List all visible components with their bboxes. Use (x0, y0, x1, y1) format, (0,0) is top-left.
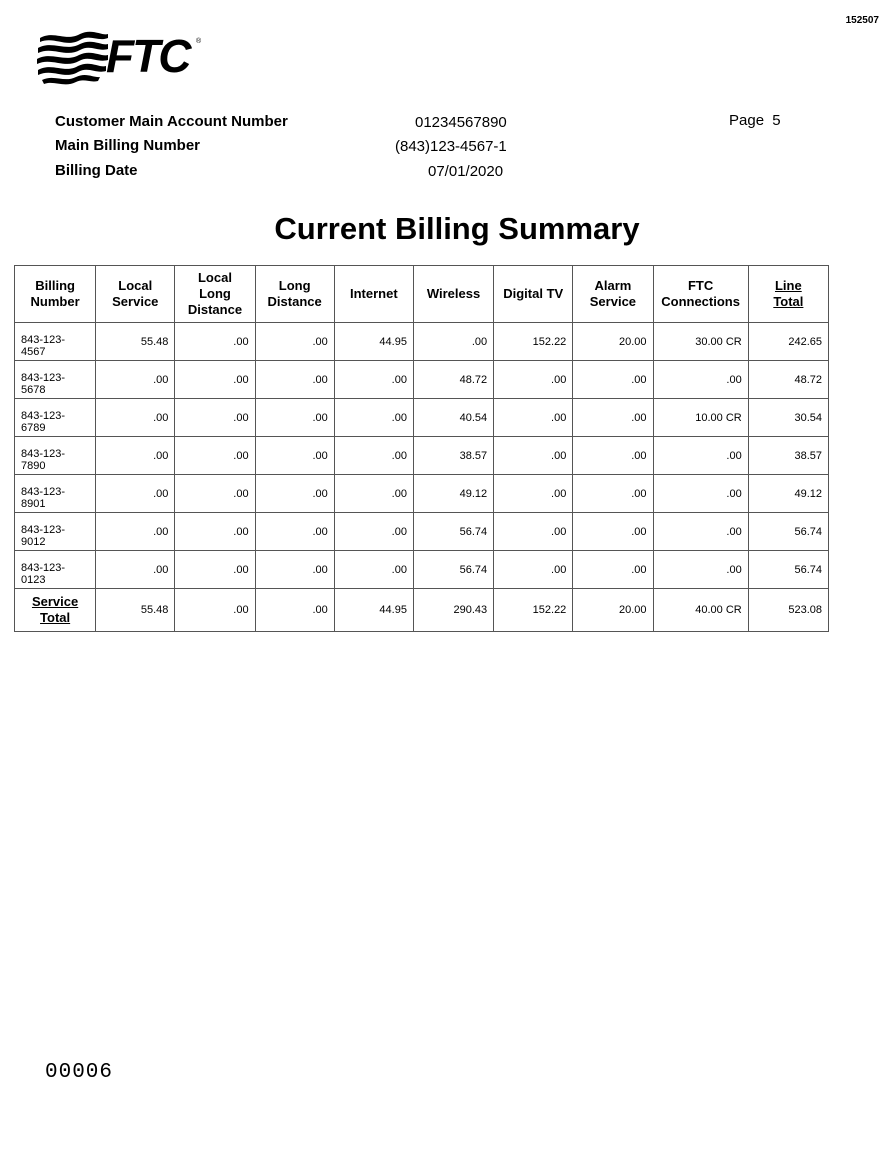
amount-cell: .00 (494, 513, 573, 551)
amount-cell: 242.65 (748, 323, 828, 361)
billing-number-cell: 843-123-6789 (15, 399, 96, 437)
page-number: 5 (772, 112, 781, 129)
page-title: Current Billing Summary (274, 211, 640, 246)
wave-icon (36, 28, 111, 86)
amount-cell: .00 (573, 475, 653, 513)
table-row (15, 551, 829, 589)
amount-cell: 40.54 (413, 399, 493, 437)
billing-number-cell: 843-123-9012 (15, 513, 96, 551)
logo-text: FTC (106, 30, 190, 82)
billing-number-cell: 843-123-5678 (15, 361, 96, 399)
amount-cell: 56.74 (413, 551, 493, 589)
registered-mark: ® (196, 38, 202, 45)
amount-cell: 10.00 CR (653, 399, 748, 437)
amount-cell: 38.57 (413, 437, 493, 475)
main-billing-number-value: (843)123-4567-1 (395, 138, 507, 155)
amount-cell: .00 (334, 399, 413, 437)
amount-cell: .00 (653, 551, 748, 589)
page-indicator (729, 112, 781, 129)
amount-cell: 49.12 (748, 475, 828, 513)
document-id: 152507 (845, 15, 879, 26)
amount-cell: .00 (573, 361, 653, 399)
header-ftc-connections: FTC Connections (653, 266, 748, 323)
table-row (15, 513, 829, 551)
total-cell: 44.95 (334, 589, 413, 632)
billing-number-cell: 843-123-0123 (15, 551, 96, 589)
main-billing-number-label: Main Billing Number (55, 137, 201, 154)
total-cell: 523.08 (748, 589, 828, 632)
amount-cell: 38.57 (748, 437, 828, 475)
header-local-service: Local Service (96, 266, 175, 323)
table-row (15, 475, 829, 513)
amount-cell: .00 (653, 513, 748, 551)
amount-cell: .00 (494, 361, 573, 399)
header-wireless: Wireless (413, 266, 493, 323)
amount-cell: 56.74 (748, 551, 828, 589)
total-cell: 152.22 (494, 589, 573, 632)
account-number-label: Customer Main Account Number (55, 113, 288, 130)
amount-cell: .00 (653, 437, 748, 475)
total-cell: .00 (175, 589, 255, 632)
amount-cell: .00 (255, 361, 334, 399)
total-cell: 290.43 (413, 589, 493, 632)
billing-number-cell: 843-123-8901 (15, 475, 96, 513)
amount-cell: 48.72 (413, 361, 493, 399)
account-number-value: 01234567890 (415, 114, 507, 131)
amount-cell: .00 (175, 361, 255, 399)
total-cell: 40.00 CR (653, 589, 748, 632)
amount-cell: .00 (494, 475, 573, 513)
amount-cell: .00 (255, 475, 334, 513)
amount-cell: 44.95 (334, 323, 413, 361)
ftc-logo (36, 28, 206, 86)
amount-cell: .00 (96, 399, 175, 437)
page-label: Page (729, 112, 765, 129)
amount-cell: .00 (413, 323, 493, 361)
table-row (15, 399, 829, 437)
amount-cell: 48.72 (748, 361, 828, 399)
header-local-long-distance: Local Long Distance (175, 266, 255, 323)
amount-cell: .00 (255, 437, 334, 475)
amount-cell: .00 (96, 551, 175, 589)
amount-cell: .00 (96, 513, 175, 551)
amount-cell: .00 (334, 437, 413, 475)
amount-cell: .00 (175, 399, 255, 437)
footer-code: 00006 (45, 1061, 114, 1084)
amount-cell: .00 (175, 323, 255, 361)
amount-cell: 30.00 CR (653, 323, 748, 361)
total-cell: .00 (255, 589, 334, 632)
total-cell: 20.00 (573, 589, 653, 632)
table-row (15, 437, 829, 475)
amount-cell: .00 (175, 551, 255, 589)
amount-cell: .00 (255, 399, 334, 437)
amount-cell: 49.12 (413, 475, 493, 513)
header-billing-number: Billing Number (15, 266, 96, 323)
amount-cell: 20.00 (573, 323, 653, 361)
amount-cell: .00 (573, 513, 653, 551)
amount-cell: .00 (653, 361, 748, 399)
header-digital-tv: Digital TV (494, 266, 573, 323)
header-long-distance: Long Distance (255, 266, 334, 323)
amount-cell: .00 (175, 437, 255, 475)
amount-cell: .00 (255, 551, 334, 589)
amount-cell: 56.74 (748, 513, 828, 551)
amount-cell: .00 (334, 475, 413, 513)
billing-date-label: Billing Date (55, 162, 138, 179)
billing-number-cell: 843-123-4567 (15, 323, 96, 361)
amount-cell: .00 (96, 361, 175, 399)
billing-summary-table (14, 265, 829, 632)
amount-cell: .00 (96, 437, 175, 475)
total-cell: 55.48 (96, 589, 175, 632)
amount-cell: .00 (175, 513, 255, 551)
amount-cell: 56.74 (413, 513, 493, 551)
table-row (15, 323, 829, 361)
service-total-label: Service Total (15, 589, 96, 632)
amount-cell: 55.48 (96, 323, 175, 361)
billing-number-cell: 843-123-7890 (15, 437, 96, 475)
table-row (15, 361, 829, 399)
amount-cell: .00 (334, 513, 413, 551)
amount-cell: .00 (494, 399, 573, 437)
amount-cell: .00 (334, 551, 413, 589)
billing-date-value: 07/01/2020 (428, 163, 504, 180)
amount-cell: .00 (573, 437, 653, 475)
amount-cell: .00 (255, 513, 334, 551)
amount-cell: .00 (653, 475, 748, 513)
amount-cell: .00 (573, 551, 653, 589)
service-total-row (15, 589, 829, 632)
amount-cell: .00 (96, 475, 175, 513)
amount-cell: .00 (494, 551, 573, 589)
amount-cell: .00 (255, 323, 334, 361)
amount-cell: 30.54 (748, 399, 828, 437)
amount-cell: .00 (573, 399, 653, 437)
table-header-row (15, 266, 829, 323)
header-alarm-service: Alarm Service (573, 266, 653, 323)
amount-cell: .00 (334, 361, 413, 399)
amount-cell: 152.22 (494, 323, 573, 361)
header-line-total: Line Total (748, 266, 828, 323)
header-internet: Internet (334, 266, 413, 323)
amount-cell: .00 (175, 475, 255, 513)
amount-cell: .00 (494, 437, 573, 475)
